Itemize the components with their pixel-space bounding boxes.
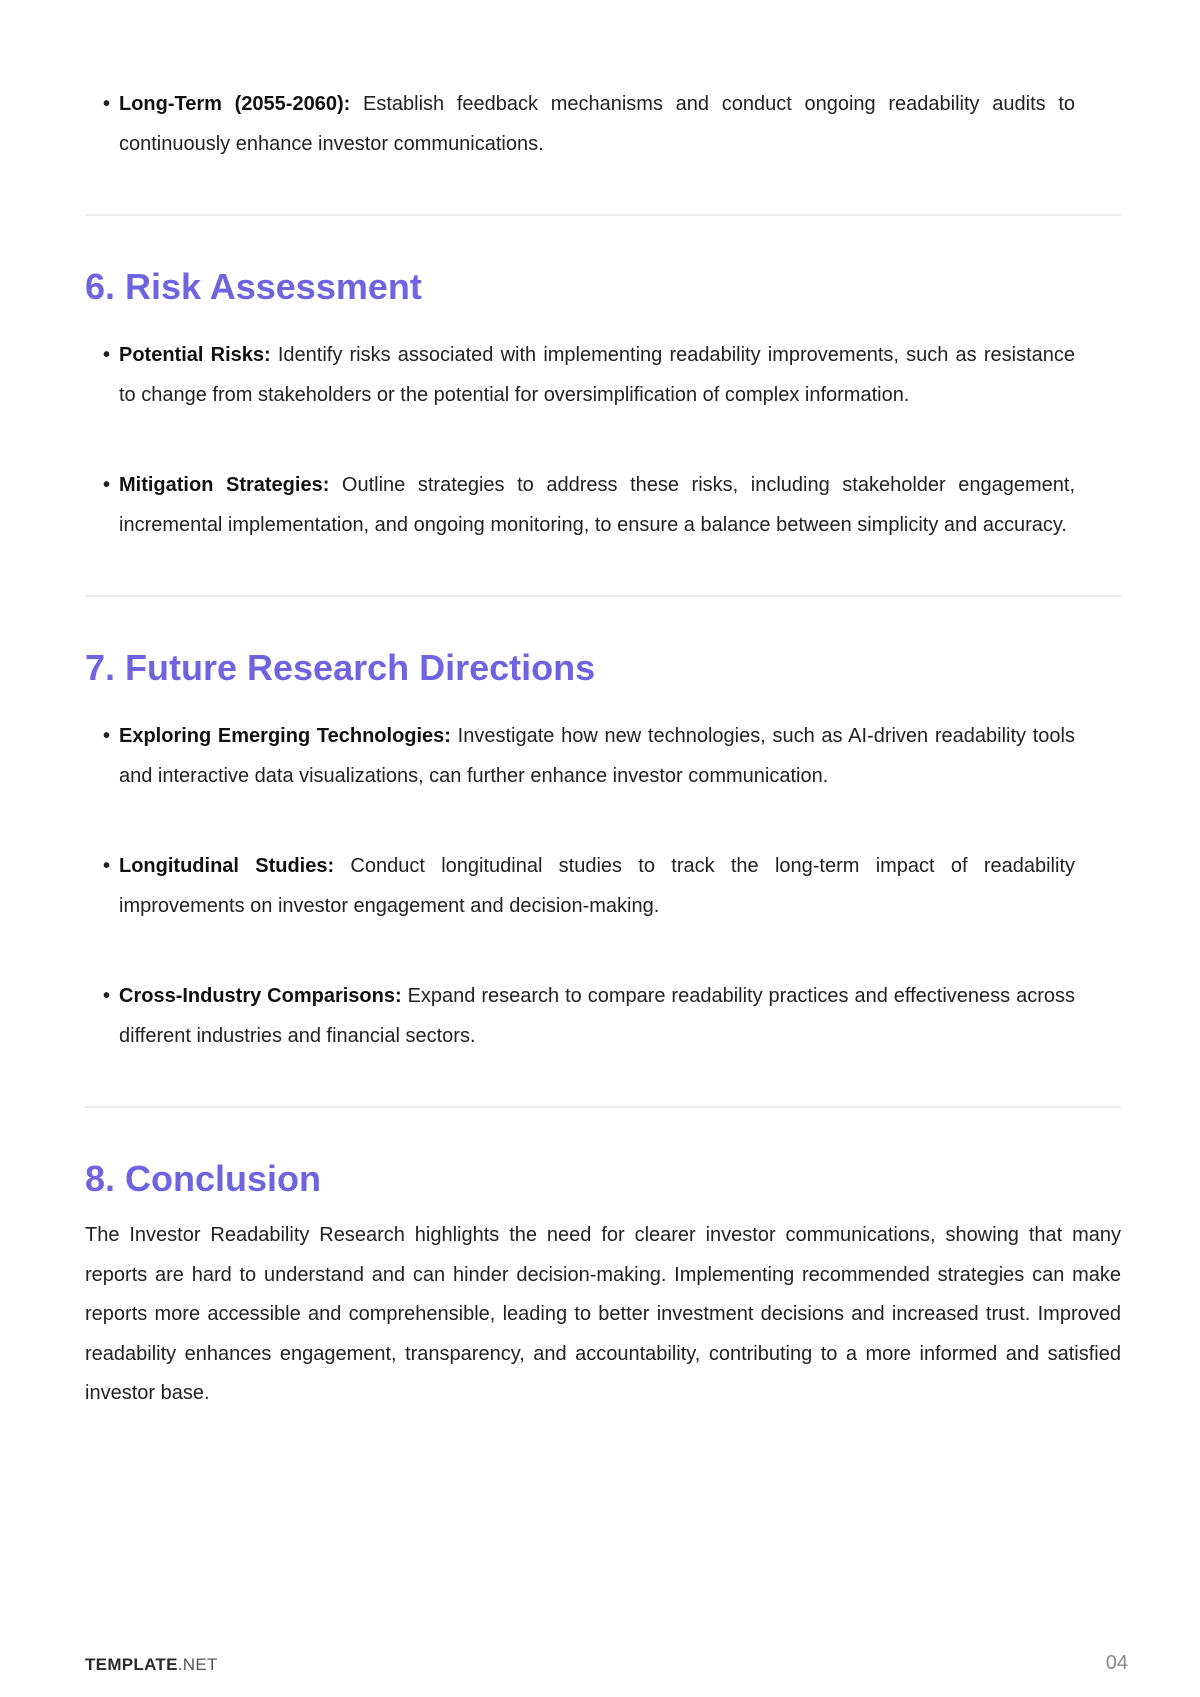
future-research-list <box>85 717 1121 1056</box>
bullet-icon: • <box>103 985 111 1007</box>
bullet-text: Expand research to compare readability practices and effectiveness across different industries and financial sectors. <box>119 985 1075 1047</box>
section-title-risk-assessment: 6. Risk Assessment <box>85 266 422 307</box>
list-item <box>103 336 1075 415</box>
page-footer <box>85 1652 1128 1679</box>
list-item <box>103 717 1075 796</box>
footer-brand-logo <box>85 1655 218 1675</box>
section-divider <box>85 595 1121 597</box>
intro-bullet-list <box>85 85 1121 164</box>
page-number: 04 <box>1105 1652 1128 1674</box>
bullet-term: Longitudinal Studies: <box>119 855 351 877</box>
footer-brand-strong: TEMPLATE <box>85 1655 178 1674</box>
bullet-term: Potential Risks: <box>119 344 278 366</box>
footer-brand-light: .NET <box>177 1655 218 1674</box>
bullet-term: Long-Term (2055-2060): <box>119 93 363 115</box>
bullet-icon: • <box>103 93 111 115</box>
bullet-text: Identify risks associated with implementing readability improvements, such as resistance to change from stakeholders or the potential for oversimplification of complex information. <box>119 344 1075 406</box>
section-divider <box>85 1106 1121 1108</box>
bullet-icon: • <box>103 855 111 877</box>
bullet-text: Conduct longitudinal studies to track the long-term impact of readability improvements on investor engagement and decision-making. <box>119 855 1075 917</box>
bullet-term: Cross-Industry Comparisons: <box>119 985 408 1007</box>
section-divider <box>85 214 1121 216</box>
bullet-icon: • <box>103 344 111 366</box>
list-item <box>103 977 1075 1056</box>
bullet-text: Outline strategies to address these risks, including stakeholder engagement, incremental implementation, and ongoing monitoring, to ensure a balance between simplicity and accuracy. <box>119 474 1075 536</box>
bullet-icon: • <box>103 725 111 747</box>
list-item <box>103 466 1075 545</box>
risk-assessment-list <box>85 336 1121 545</box>
bullet-text: Investigate how new technologies, such as AI-driven readability tools and interactive data visualizations, can further enhance investor communication. <box>119 725 1076 787</box>
bullet-icon: • <box>103 474 111 496</box>
list-item <box>103 847 1075 926</box>
section-title-future-research: 7. Future Research Directions <box>85 647 596 688</box>
list-item <box>103 85 1075 164</box>
bullet-term: Mitigation Strategies: <box>119 474 342 496</box>
section-title-conclusion: 8. Conclusion <box>85 1158 322 1199</box>
page-content <box>85 85 1121 1414</box>
conclusion-paragraph: The Investor Readability Research highlights the need for clearer investor communications, showing that many reports are hard to understand and can hinder decision-making. Implementing recommended strategies can make reports more accessible and comprehensible, leading to better investment decisions and increased trust. Improved readability enhances engagement, transparency, and accountability, contributing to a more informed and satisfied investor base. <box>85 1224 1121 1404</box>
bullet-text: Establish feedback mechanisms and conduct ongoing readability audits to continuously enhance investor communications. <box>119 93 1076 155</box>
bullet-term: Exploring Emerging Technologies: <box>119 725 458 747</box>
